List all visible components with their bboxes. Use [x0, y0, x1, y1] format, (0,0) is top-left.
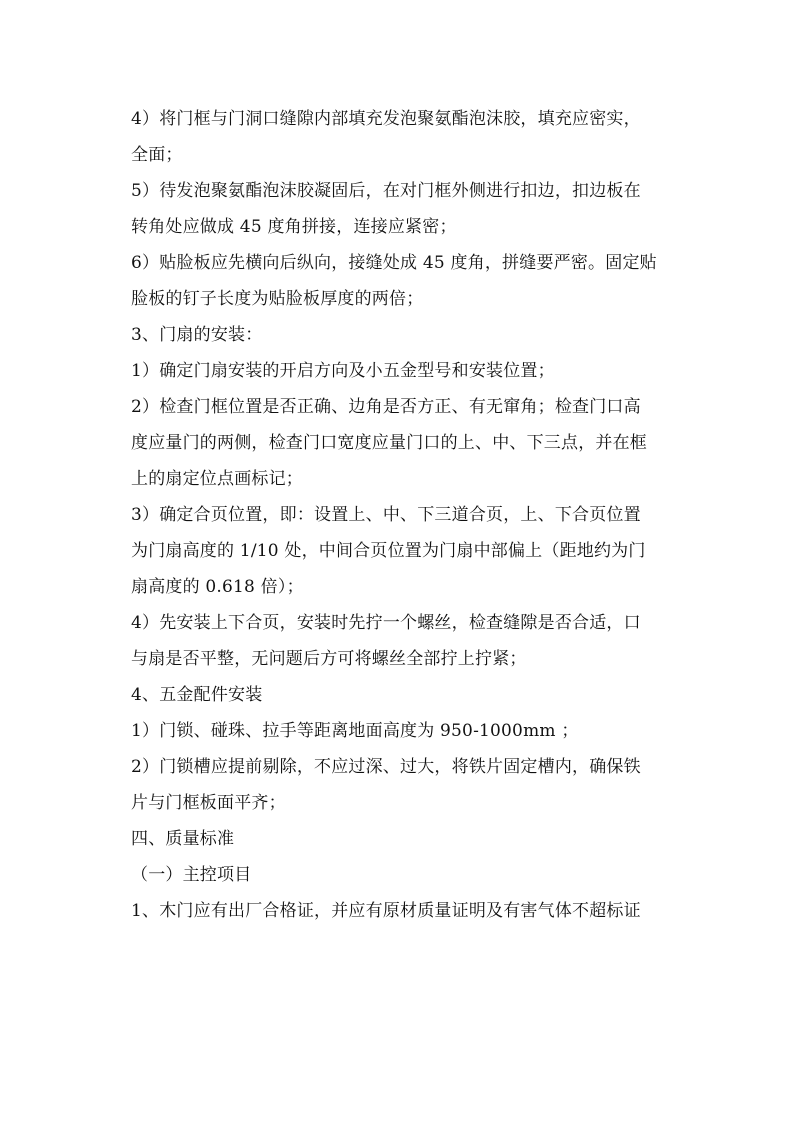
text-line: 为门扇高度的 1/10 处，中间合页位置为门扇中部偏上（距地约为门 [131, 541, 646, 561]
text-line: 度应量门的两侧，检查门口宽度应量门口的上、中、下三点，并在框 [131, 433, 647, 453]
text-line: 5）待发泡聚氨酯泡沫胶凝固后，在对门框外侧进行扣边，扣边板在 [131, 181, 641, 201]
text-line: 4）先安装上下合页，安装时先拧一个螺丝，检查缝隙是否合适，口 [131, 613, 641, 633]
text-line: 4）将门框与门洞口缝隙内部填充发泡聚氨酯泡沫胶，填充应密实， [131, 109, 641, 129]
document-body [131, 101, 687, 929]
text-line: 1）确定门扇安装的开启方向及小五金型号和安装位置； [131, 361, 555, 381]
section-heading: 3、门扇的安装： [131, 325, 263, 345]
text-line: 全面； [131, 145, 183, 165]
chapter-heading: 四、质量标准 [131, 829, 235, 849]
text-line: 上的扇定位点画标记； [131, 469, 303, 489]
subsection-heading: （一）主控项目 [131, 865, 252, 885]
text-line: 2）门锁槽应提前剔除，不应过深、过大，将铁片固定槽内，确保铁 [131, 757, 641, 777]
text-line: 1）门锁、碰珠、拉手等距离地面高度为 950-1000mm ； [131, 721, 579, 741]
text-line: 扇高度的 0.618 倍）； [131, 577, 304, 597]
text-line: 3）确定合页位置，即：设置上、中、下三道合页，上、下合页位置 [131, 505, 641, 525]
text-line: 6）贴脸板应先横向后纵向，接缝处成 45 度角，拼缝要严密。固定贴 [131, 253, 657, 273]
text-line: 2）检查门框位置是否正确、边角是否方正、有无窜角；检查门口高 [131, 397, 641, 417]
text-line: 片与门框板面平齐； [131, 793, 286, 813]
text-line: 与扇是否平整，无问题后方可将螺丝全部拧上拧紧； [131, 649, 527, 669]
section-heading: 4、五金配件安装 [131, 685, 263, 705]
text-line: 脸板的钉子长度为贴脸板厚度的两倍； [131, 289, 424, 309]
text-line: 1、木门应有出厂合格证，并应有原材质量证明及有害气体不超标证 [131, 901, 641, 921]
text-line: 转角处应做成 45 度角拼接，连接应紧密； [131, 217, 457, 237]
